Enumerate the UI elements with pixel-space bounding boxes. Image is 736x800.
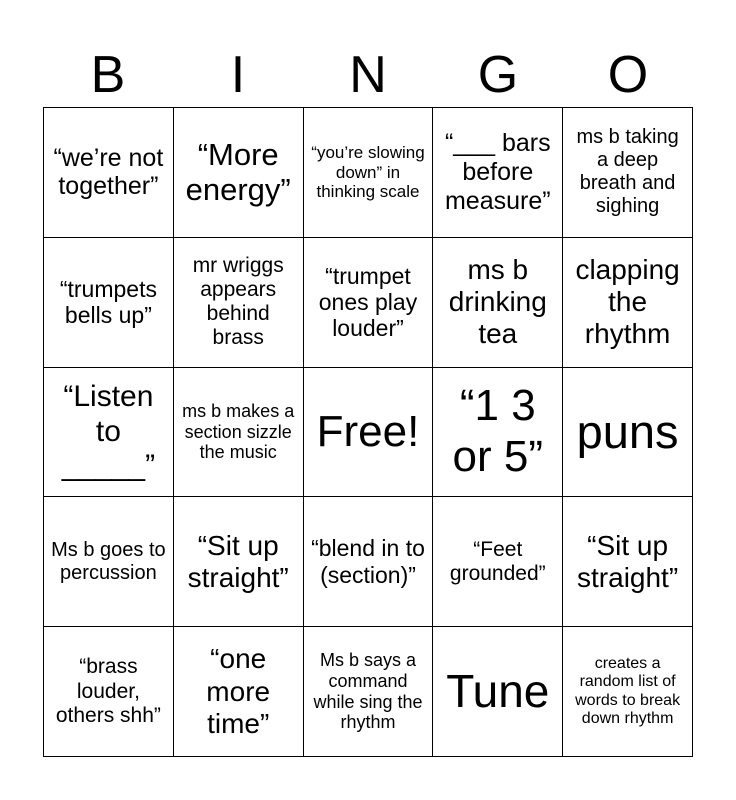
- bingo-cell-g1[interactable]: [433, 108, 563, 238]
- bingo-cell-o4[interactable]: [563, 497, 693, 627]
- cell-text: ms b taking a deep breath and sighing: [576, 126, 679, 218]
- cell-text: mr wriggs appears behind brass: [192, 253, 284, 350]
- header-letter-o: O: [607, 46, 649, 104]
- bingo-cell-o5[interactable]: [563, 627, 693, 757]
- bingo-cell-i5[interactable]: [174, 627, 304, 757]
- cell-text: “___ bars before measure”: [444, 129, 551, 215]
- bingo-header: [43, 42, 693, 108]
- bingo-cell-n5[interactable]: [304, 627, 434, 757]
- bingo-cell-b3[interactable]: [44, 368, 174, 498]
- bingo-cell-i1[interactable]: [174, 108, 304, 238]
- bingo-cell-o3[interactable]: [563, 368, 693, 498]
- bingo-cell-n4[interactable]: [304, 497, 434, 627]
- cell-text: Ms b goes to percussion: [51, 538, 166, 584]
- bingo-cell-o2[interactable]: [563, 238, 693, 368]
- header-letter-b: B: [90, 46, 126, 104]
- cell-text: “blend in to (section)”: [311, 535, 425, 588]
- cell-text: “Listen to _____”: [61, 380, 156, 483]
- cell-text: “Feet grounded”: [449, 537, 546, 585]
- bingo-cell-i3[interactable]: [174, 368, 304, 498]
- bingo-cell-n2[interactable]: [304, 238, 434, 368]
- cell-text: “trumpet ones play louder”: [318, 262, 418, 342]
- bingo-cell-g3[interactable]: [433, 368, 563, 498]
- cell-text: “one more time”: [206, 643, 271, 739]
- cell-text: clapping the rhythm: [575, 253, 680, 350]
- bingo-cell-i2[interactable]: [174, 238, 304, 368]
- bingo-cell-g2[interactable]: [433, 238, 563, 368]
- bingo-cell-g4[interactable]: [433, 497, 563, 627]
- cell-text: “Sit up straight”: [187, 529, 289, 593]
- cell-text: ms b makes a section sizzle the music: [182, 400, 295, 463]
- bingo-cell-n3-free[interactable]: [304, 368, 434, 498]
- cell-text: “1 3 or 5”: [452, 381, 544, 481]
- header-letter-i: I: [230, 46, 246, 104]
- cell-text: creates a random list of words to break down rhythm: [575, 654, 681, 727]
- bingo-cell-b1[interactable]: [44, 108, 174, 238]
- bingo-cell-b2[interactable]: [44, 238, 174, 368]
- bingo-cell-n1[interactable]: [304, 108, 434, 238]
- cell-text: “brass louder, others shh”: [55, 655, 161, 727]
- cell-text: “More energy”: [185, 136, 291, 208]
- cell-text: Ms b says a command while sing the rhythm: [313, 650, 423, 733]
- header-letter-g: G: [477, 46, 519, 104]
- bingo-cell-i4[interactable]: [174, 497, 304, 627]
- cell-text: Free!: [316, 406, 420, 456]
- bingo-cell-o1[interactable]: [563, 108, 693, 238]
- header-letter-n: N: [349, 46, 387, 104]
- bingo-card: [43, 107, 693, 757]
- cell-text: “trumpets bells up”: [59, 275, 157, 329]
- bingo-cell-b4[interactable]: [44, 497, 174, 627]
- bingo-cell-g5[interactable]: [433, 627, 563, 757]
- cell-text: “Sit up straight”: [577, 529, 679, 593]
- cell-text: puns: [576, 404, 679, 458]
- cell-text: “you’re slowing down” in thinking scale: [311, 143, 425, 202]
- cell-text: “we’re not together”: [53, 143, 164, 201]
- cell-text: ms b drinking tea: [448, 253, 547, 350]
- cell-text: Tune: [446, 665, 550, 718]
- bingo-cell-b5[interactable]: [44, 627, 174, 757]
